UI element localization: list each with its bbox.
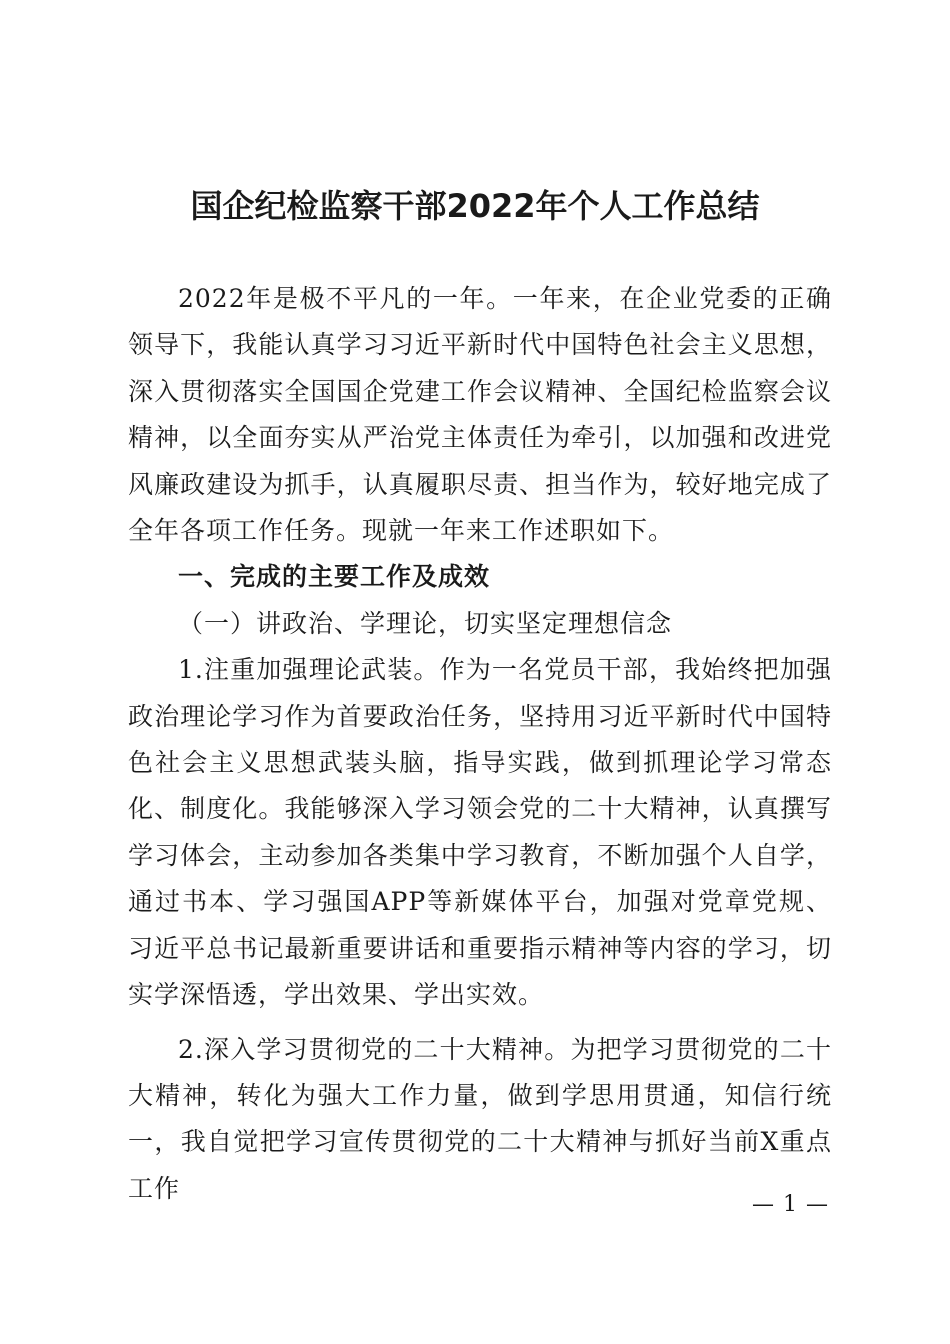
item-paragraph-1: 1.注重加强理论武装。作为一名党员干部，我始终把加强政治理论学习作为首要政治任务，坚持用习近平新时代中国特色社会主义思想武装头脑，指导实践，做到抓理论学习常态化、制度化。我能够深入学习领会党的二十大精神，认真撰写学习体会，主动参加各类集中学习教育，不断加强个人自学，通过书本、学习强国APP等新媒体平台，加强对党章党规、习近平总书记最新重要讲话和重要指示精神等内容的学习，切实学深悟透，学出效果、学出实效。 (128, 655, 832, 1010)
item-paragraph-2: 2.深入学习贯彻党的二十大精神。为把学习贯彻党的二十大精神，转化为强大工作力量，做到学思用贯通，知信行统一，我自觉把学习宣传贯彻党的二十大精神与抓好当前X重点工作 (128, 1034, 832, 1203)
page-number: — 1 — (752, 1192, 829, 1217)
document-body (128, 276, 832, 1212)
intro-paragraph: 2022年是极不平凡的一年。一年来，在企业党委的正确领导下，我能认真学习习近平新时代中国特色社会主义思想，深入贯彻落实全国国企党建工作会议精神、全国纪检监察会议精神，以全面夯实从严治党主体责任为牵引，以加强和改进党风廉政建设为抓手，认真履职尽责、担当作为，较好地完成了全年各项工作任务。现就一年来工作述职如下。 (128, 284, 832, 546)
paragraph-gap (128, 1019, 832, 1027)
section-heading: 一、完成的主要工作及成效 (178, 562, 491, 592)
document-title: 国企纪检监察干部2022年个人工作总结 (190, 187, 760, 225)
subsection-heading: （一）讲政治、学理论，切实坚定理想信念 (178, 608, 673, 638)
